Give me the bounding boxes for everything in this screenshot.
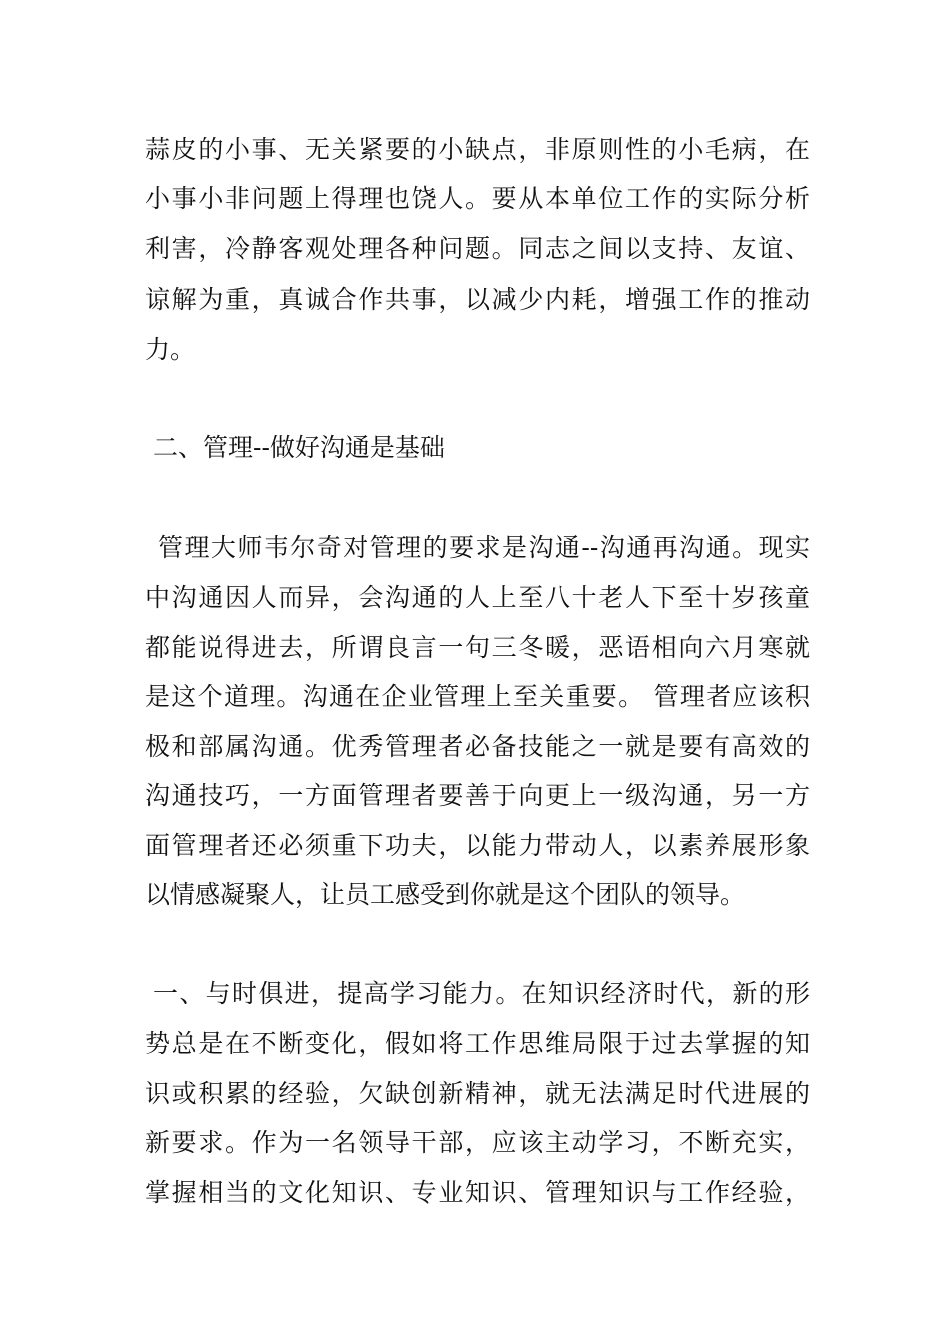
paragraph-2-line-4: 是这个道理。沟通在企业管理上至关重要。 管理者应该积: [145, 682, 810, 711]
paragraph-3-line-4: 新要求。作为一名领导干部，应该主动学习，不断充实，: [145, 1128, 810, 1157]
paragraph-3-line-3: 识或积累的经验，欠缺创新精神，就无法满足时代进展的: [145, 1079, 810, 1108]
paragraph-2-line-2: 中沟通因人而异，会沟通的人上至八十老人下至十岁孩童: [145, 583, 810, 612]
paragraph-2-line-5: 极和部属沟通。优秀管理者必备技能之一就是要有高效的: [145, 732, 810, 761]
paragraph-3-line-2: 势总是在不断变化，假如将工作思维局限于过去掌握的知: [145, 1029, 810, 1058]
paragraph-1-line-1: 蒜皮的小事、无关紧要的小缺点，非原则性的小毛病，在: [145, 135, 810, 164]
paragraph-1-line-3: 利害，冷静客观处理各种问题。同志之间以支持、友谊、: [145, 234, 810, 263]
paragraph-2-line-6: 沟通技巧，一方面管理者要善于向更上一级沟通，另一方: [145, 781, 810, 810]
paragraph-3-line-1: 一、与时俱进，提高学习能力。在知识经济时代，新的形: [153, 979, 810, 1008]
section-heading: 二、管理--做好沟通是基础: [153, 433, 445, 462]
paragraph-3-line-5: 掌握相当的文化知识、专业知识、管理知识与工作经验，: [145, 1178, 810, 1207]
paragraph-2-line-3: 都能说得进去，所谓良言一句三冬暖，恶语相向六月寒就: [145, 633, 810, 662]
paragraph-1-line-4: 谅解为重，真诚合作共事，以减少内耗，增强工作的推动: [145, 285, 810, 314]
paragraph-2-line-8: 以情感凝聚人，让员工感受到你就是这个团队的领导。: [145, 880, 746, 909]
paragraph-2-line-7: 面管理者还必须重下功夫，以能力带动人，以素养展形象: [145, 831, 810, 860]
paragraph-1-line-5: 力。: [145, 335, 196, 364]
paragraph-2-line-1: 管理大师韦尔奇对管理的要求是沟通--沟通再沟通。现实: [158, 533, 810, 562]
paragraph-1-line-2: 小事小非问题上得理也饶人。要从本单位工作的实际分析: [145, 184, 810, 213]
